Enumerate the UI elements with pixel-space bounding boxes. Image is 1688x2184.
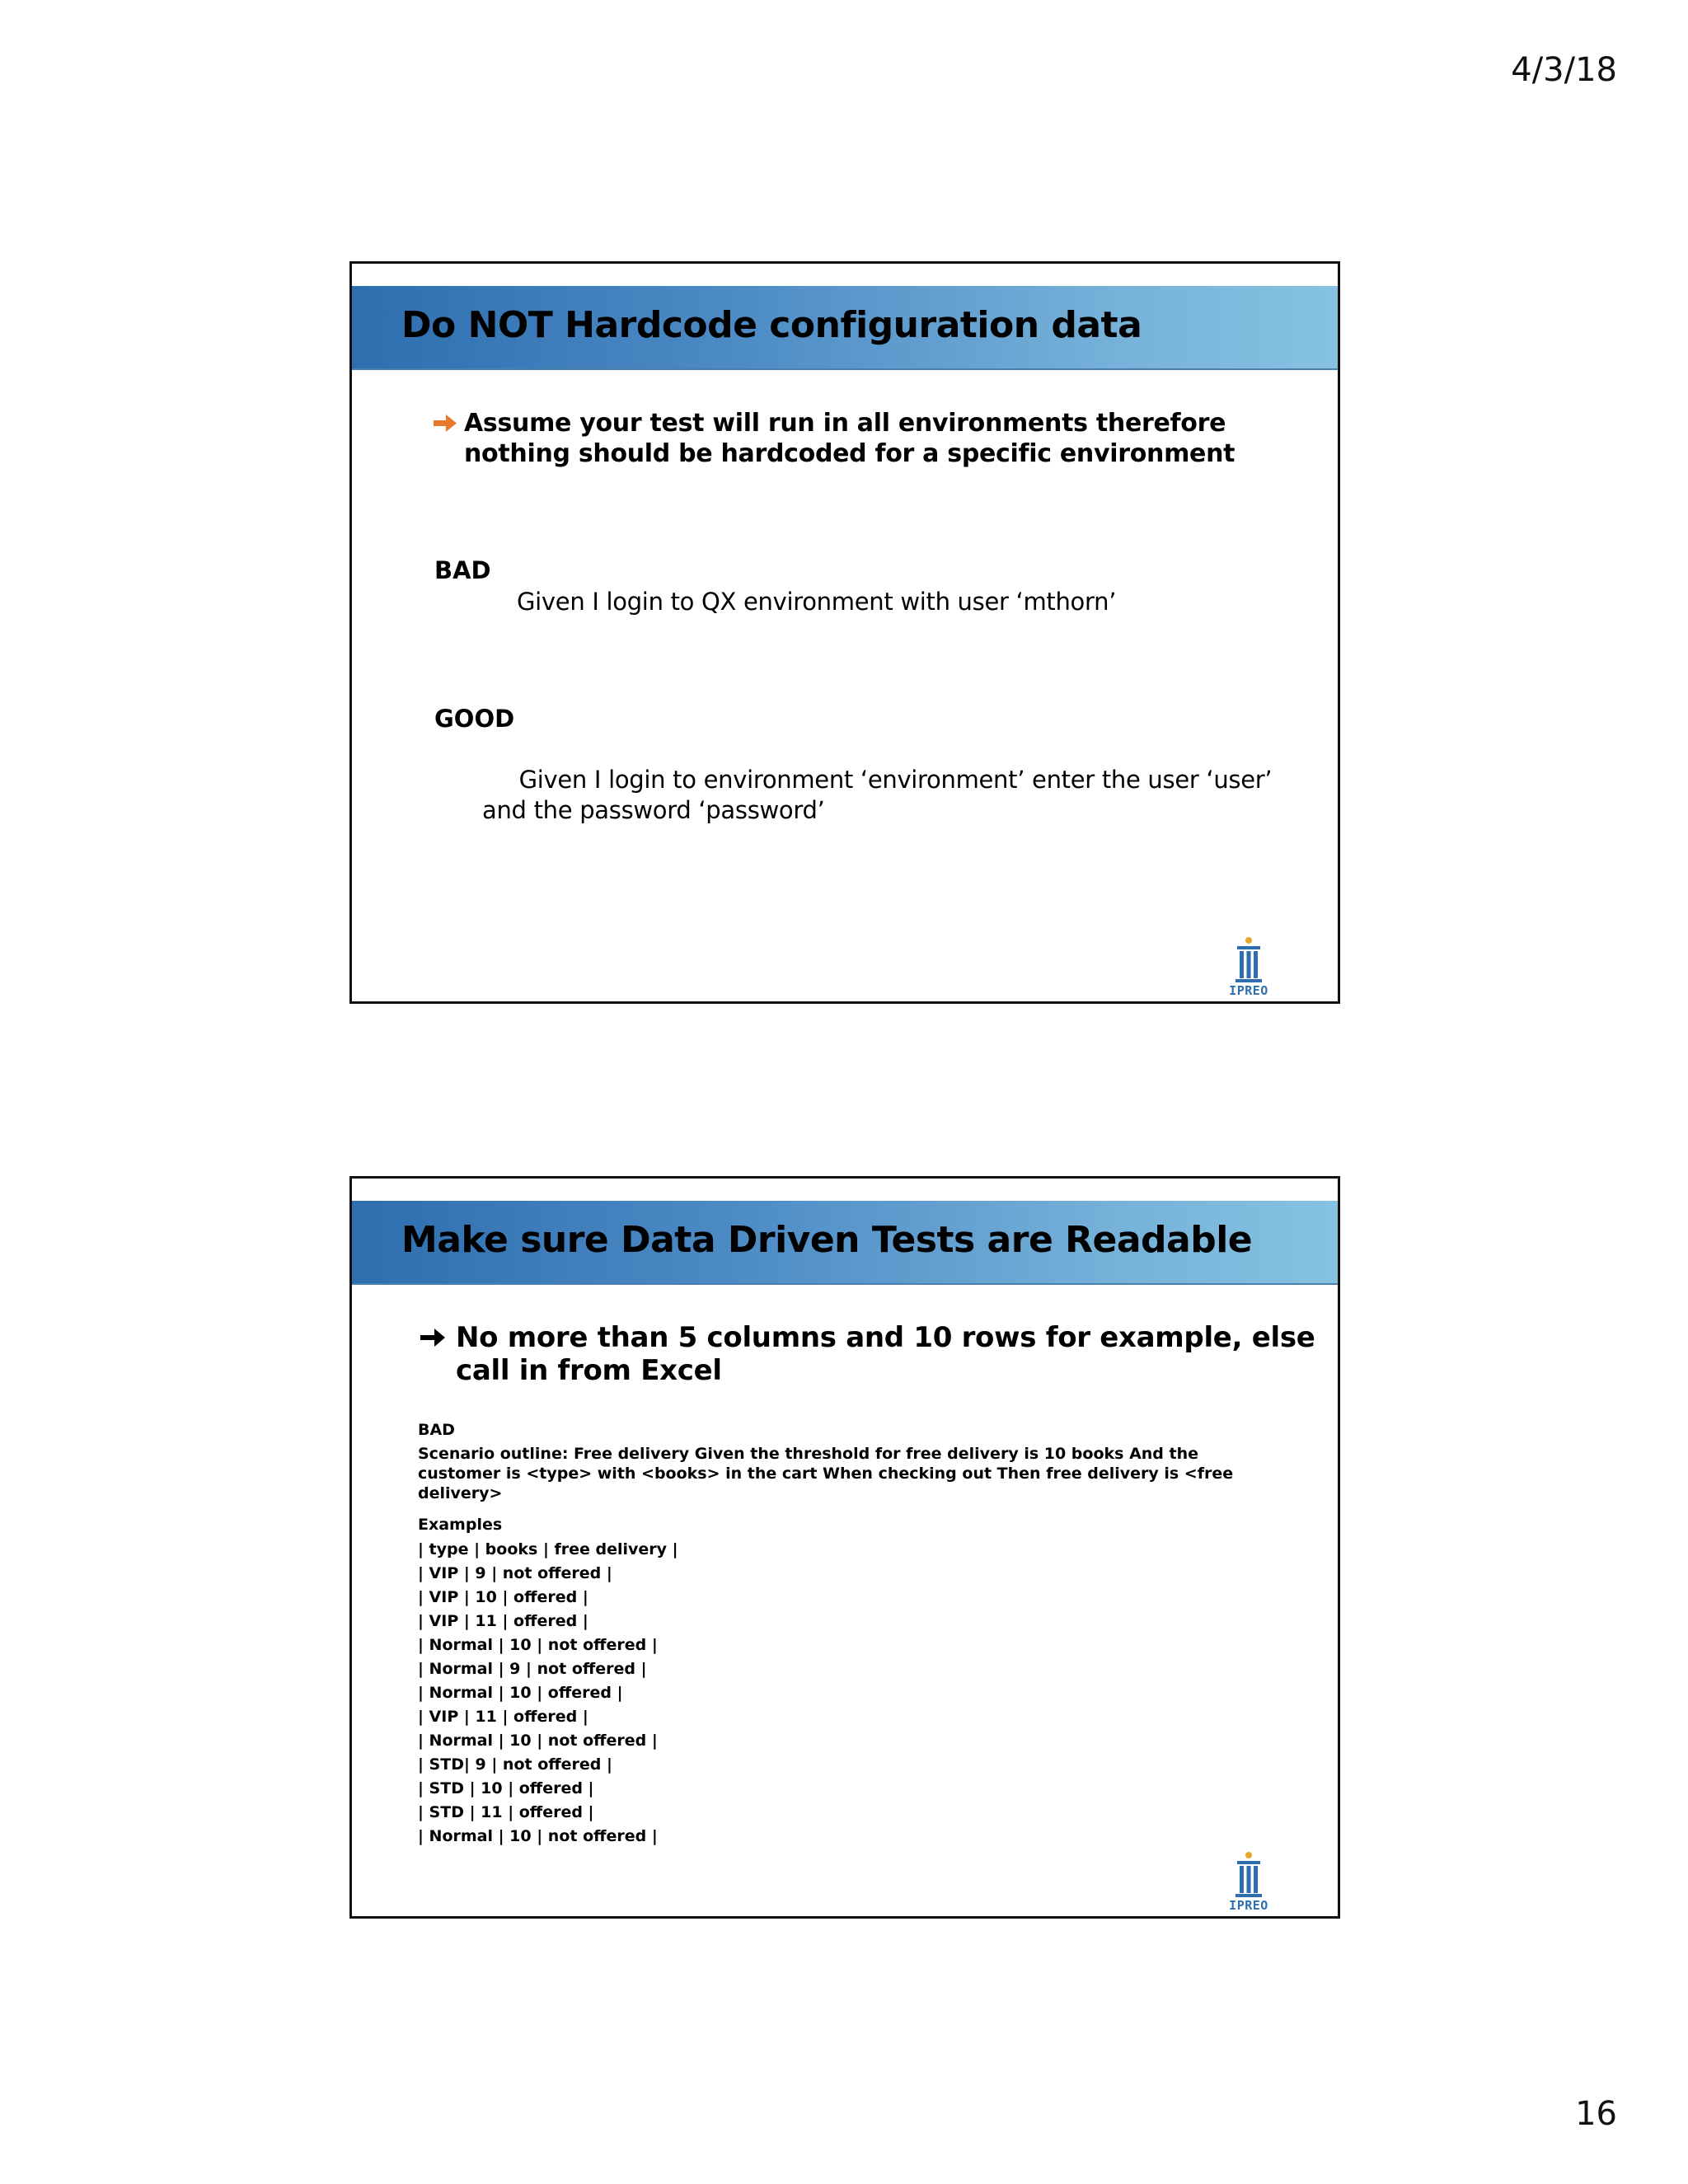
arrow-right-icon [418,1321,448,1354]
example-row: | Normal | 10 | not offered | [418,1732,658,1750]
examples-label: Examples [418,1516,503,1534]
logo-text: IPREO [1229,983,1268,998]
slide-hardcode-config [349,261,1340,1004]
example-row: | STD| 9 | not offered | [418,1755,612,1774]
ipreo-columns-icon [1224,1850,1273,1898]
slide-title: Do NOT Hardcode configuration data [401,304,1142,346]
arrow-right-icon [431,408,459,438]
example-row: | STD | 10 | offered | [418,1779,594,1797]
bad-label: BAD [418,1421,455,1439]
example-row: | Normal | 10 | not offered | [418,1827,658,1845]
logo-text: IPREO [1229,1898,1268,1913]
slide-title: Make sure Data Driven Tests are Readable [401,1219,1253,1261]
example-row: | Normal | 10 | offered | [418,1684,623,1702]
examples-table [418,1538,678,1849]
page-date: 4/3/18 [1511,51,1617,89]
bad-example-text: Given I login to QX environment with user ‘mthorn’ [517,588,1117,616]
ipreo-logo [1224,935,1273,998]
example-row: | type | books | free delivery | [418,1540,678,1558]
slide-data-driven-tests [349,1176,1340,1919]
good-label: GOOD [434,705,515,733]
bullet-point [431,408,1235,469]
bullet-text: No more than 5 columns and 10 rows for example, else call in from Excel [456,1321,1315,1387]
bad-label: BAD [434,556,491,584]
example-row: | VIP | 10 | offered | [418,1588,588,1606]
example-row: | STD | 11 | offered | [418,1803,594,1821]
slide-title-bar [352,1201,1338,1285]
example-row: | VIP | 11 | offered | [418,1612,588,1630]
example-row: | Normal | 9 | not offered | [418,1660,647,1678]
slide-title-bar [352,286,1338,370]
example-row: | VIP | 9 | not offered | [418,1564,612,1582]
good-example-text: Given I login to environment ‘environment’ enter the user ‘user’ and the password ‘password’ [482,766,1273,824]
scenario-outline-text: Scenario outline: Free delivery Given the threshold for free delivery is 10 books And the customer is <type> with <books> in the cart When checking out Then free delivery is <free delivery> [418,1445,1234,1502]
example-row: | Normal | 10 | not offered | [418,1636,658,1654]
ipreo-columns-icon [1224,935,1273,983]
page-number: 16 [1575,2095,1617,2133]
bullet-point [418,1321,1315,1387]
bullet-text: Assume your test will run in all environments therefore nothing should be hardcoded for a specific environment [464,409,1236,468]
example-row: | VIP | 11 | offered | [418,1708,588,1726]
ipreo-logo [1224,1850,1273,1913]
